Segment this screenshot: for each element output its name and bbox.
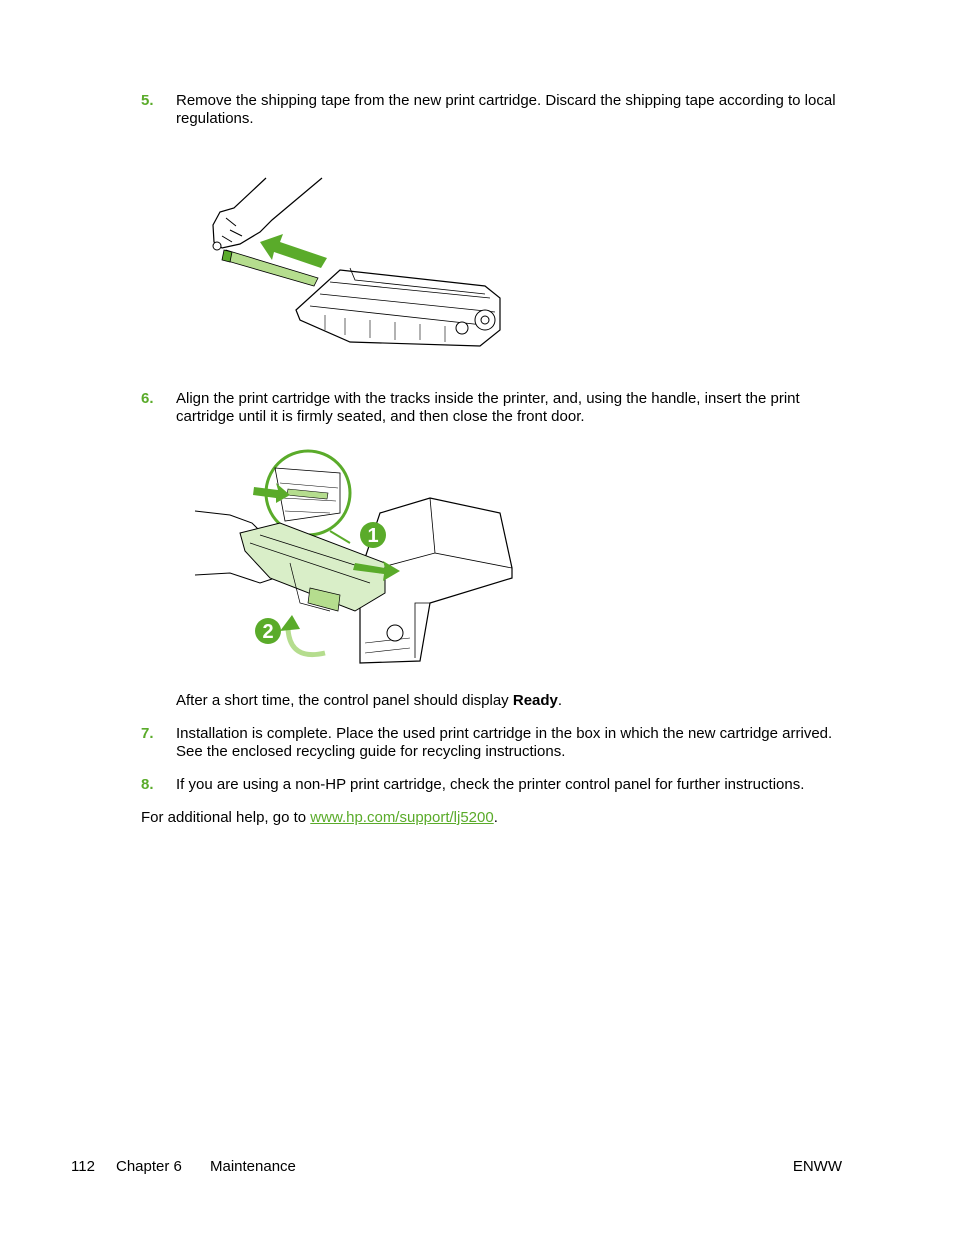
ready-label: Ready (512, 692, 558, 709)
step-text: Installation is complete. Place the used print cartridge in the box in which the new cartridge arrived. See the enclosed recycling guide for recycling instructions. (176, 725, 833, 760)
after-note (176, 692, 562, 710)
step-number: 5. (141, 92, 154, 109)
callout-1: 1 (367, 525, 379, 547)
footer-right: ENWW (792, 1158, 842, 1175)
footer-chapter: Chapter 6 (116, 1158, 182, 1175)
step-number: 8. (141, 776, 154, 793)
insert-cartridge-illustration (190, 443, 520, 668)
step-text: Align the print cartridge with the tracks inside the printer, and, using the handle, insert the print cartridge until it is firmly seated, and then close the front door. (176, 390, 800, 425)
remove-tape-illustration (200, 170, 520, 360)
step-text: Remove the shipping tape from the new print cartridge. Discard the shipping tape according to local regulations. (176, 92, 836, 127)
step-text: If you are using a non-HP print cartridge, check the printer control panel for further instructions. (176, 776, 805, 793)
support-link[interactable]: www.hp.com/support/lj5200 (310, 809, 494, 826)
callout-2: 2 (262, 621, 274, 643)
help-prefix: For additional help, go to (141, 809, 311, 826)
footer-section: Maintenance (210, 1158, 296, 1175)
after-note-prefix: After a short time, the control panel should display (176, 692, 513, 709)
help-suffix: . (493, 809, 498, 826)
step-number: 6. (141, 390, 154, 407)
page-number: 112 (71, 1158, 95, 1175)
step-number: 7. (141, 725, 154, 742)
help-line (141, 809, 498, 827)
after-note-suffix: . (557, 692, 563, 709)
